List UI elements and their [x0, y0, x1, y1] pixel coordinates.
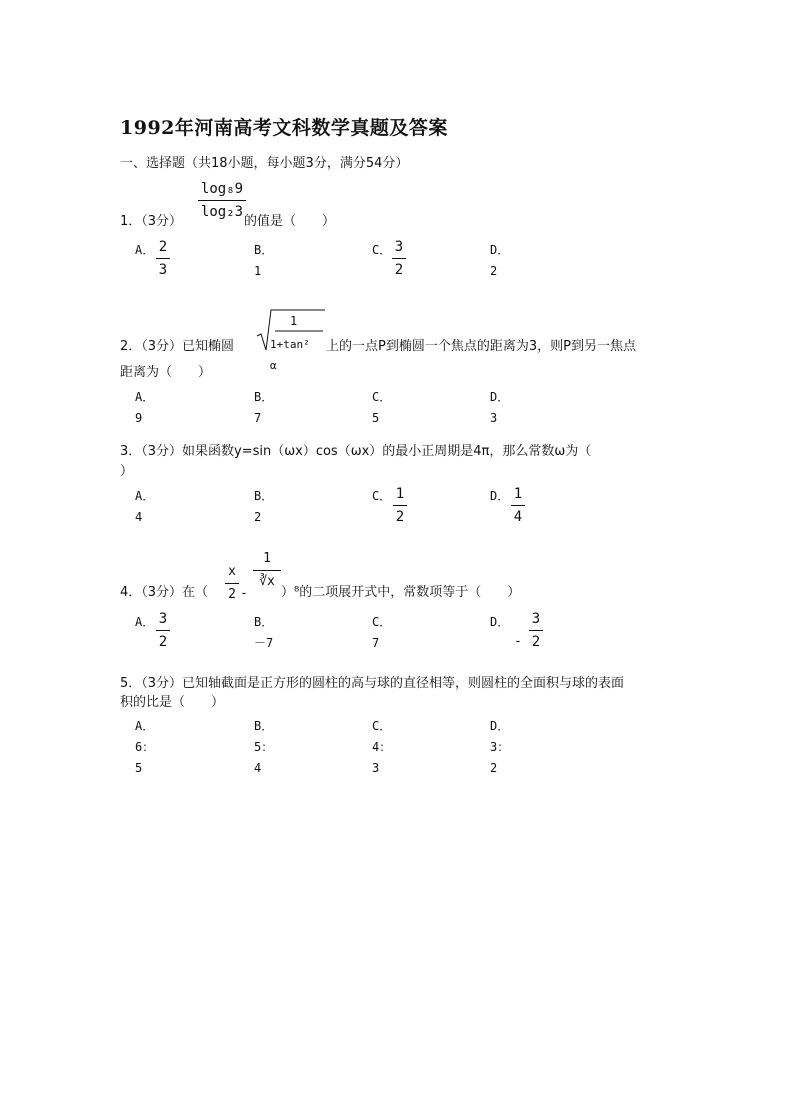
fraction-bar [529, 630, 543, 631]
q1-denominator: log₂3 [200, 204, 244, 220]
q5-line-1: 5．（3分）已知轴截面是正方形的圆柱的高与球的直径相等，则圆柱的全面积与球的表面 [120, 676, 625, 691]
q3-line-1: 3．（3分）如果函数y=sin（ωx）cos（ωx）的最小正周期是4π，那么常数ω为（ [120, 444, 592, 459]
fraction-bar [156, 258, 170, 259]
q3-option-c-label: C． [372, 489, 392, 503]
q1-option-d: D．2 [490, 243, 510, 278]
q1-prefix: 1．（3分） [120, 214, 183, 229]
q4-option-d-sign: - [514, 634, 522, 649]
q4-option-d-fraction [529, 610, 543, 651]
q2-line-2: 距离为（ ） [120, 365, 212, 380]
q4-fraction-1-over-cuberoot-x [253, 550, 281, 591]
q5-line-2: 积的比是（ ） [120, 695, 225, 710]
numerator: 1 [395, 486, 405, 502]
page-title: 1992年河南高考文科数学真题及答案 [120, 117, 448, 139]
denominator: 2 [395, 509, 405, 525]
numerator: x [228, 564, 236, 579]
denominator: 4 [513, 509, 523, 525]
q3-line-2: ） [120, 464, 134, 479]
q3-option-c-fraction [393, 485, 407, 526]
denominator: 2 [531, 634, 541, 650]
fraction-bar [156, 630, 170, 631]
denominator: 2 [394, 262, 404, 278]
numerator: 3 [394, 239, 404, 255]
q1-suffix: 的值是（ ） [244, 214, 336, 229]
numerator: 1 [263, 551, 271, 566]
fraction-bar [393, 505, 407, 506]
q4-suffix: ）⁸的二项展开式中，常数项等于（ ） [281, 585, 521, 600]
numerator: 1 [513, 486, 523, 502]
denominator: 2 [158, 634, 168, 650]
q2-option-d: D．3 [490, 390, 510, 425]
q1-option-a-label: A． [135, 243, 155, 257]
q4-option-a-fraction [156, 610, 170, 651]
q1-stem-fraction [198, 180, 246, 221]
q3-option-d-fraction [511, 485, 525, 526]
fraction-bar [225, 583, 239, 584]
denominator: 2 [228, 587, 236, 602]
q4-fraction-x-over-2 [225, 563, 239, 604]
q1-numerator: log₈9 [200, 181, 244, 197]
q3-option-b: B．2 [254, 489, 274, 524]
numerator: 3 [158, 611, 168, 627]
q2-suffix: 上的一点P到椭圆一个焦点的距离为3，则P到另一焦点 [326, 339, 636, 354]
q3-option-d-label: D． [490, 489, 510, 503]
q1-option-a-fraction [156, 238, 170, 279]
section-heading: 一、选择题（共18小题，每小题3分，满分54分） [120, 156, 409, 171]
q5-option-b: B．5：4 [254, 719, 274, 775]
q1-option-c-fraction [392, 238, 406, 279]
q2-option-b: B．7 [254, 390, 274, 425]
fraction-bar [198, 200, 246, 201]
q2-prefix: 2．（3分）已知椭圆 [120, 339, 235, 354]
denominator: ∛x [259, 574, 275, 589]
q1-option-b: B．1 [254, 243, 274, 278]
q4-option-b: B．－7 [254, 615, 274, 650]
q3-option-a: A．4 [135, 489, 155, 524]
fraction-bar [253, 570, 281, 571]
q2-radical-denominator: 1+tan² α [270, 338, 310, 372]
numerator: 3 [531, 611, 541, 627]
denominator: 3 [158, 262, 168, 278]
q5-option-d: D．3：2 [490, 719, 510, 775]
q4-prefix: 4．（3分）在（ [120, 585, 209, 600]
q4-option-a-label: A． [135, 615, 155, 629]
q5-option-a: A．6：5 [135, 719, 155, 775]
q1-option-c-label: C． [372, 243, 392, 257]
q2-option-a: A．9 [135, 390, 155, 425]
q2-radical-numerator: 1 [290, 314, 298, 328]
fraction-bar [511, 505, 525, 506]
q5-option-c: C．4：3 [372, 719, 392, 775]
q4-option-d-label: D． [490, 615, 510, 629]
numerator: 2 [158, 239, 168, 255]
fraction-bar [392, 258, 406, 259]
q4-minus-sign: - [240, 586, 248, 601]
q4-option-c: C．7 [372, 615, 392, 650]
q2-option-c: C．5 [372, 390, 392, 425]
